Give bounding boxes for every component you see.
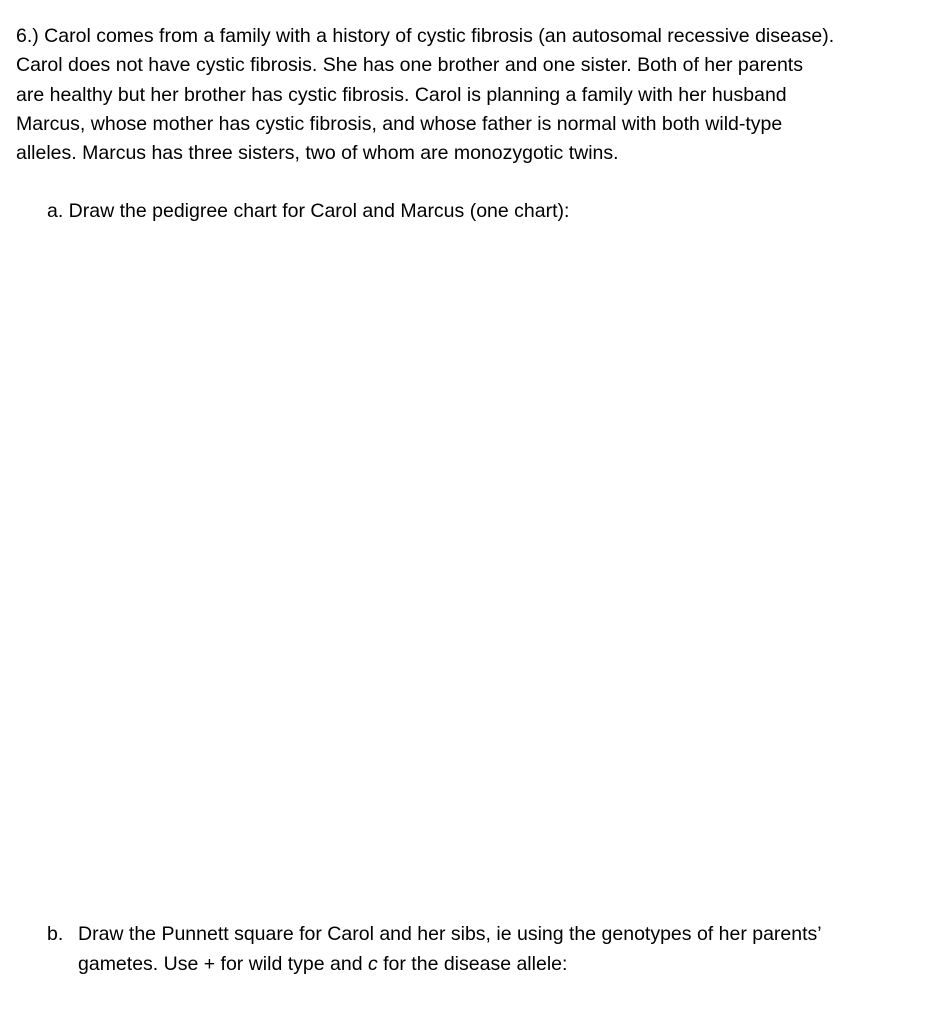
part-b-line-2-post: for the disease allele: bbox=[377, 953, 568, 975]
part-b-prompt bbox=[47, 919, 927, 979]
pedigree-drawing-area bbox=[16, 240, 926, 900]
problem-statement bbox=[16, 22, 936, 168]
part-b-label: b. bbox=[47, 923, 64, 945]
disease-allele-symbol: c bbox=[367, 953, 378, 975]
part-b-line-1: Draw the Punnett square for Carol and her sibs, ie using the genotypes of her parents’ bbox=[78, 923, 822, 945]
problem-line: 6.) Carol comes from a family with a history of cystic fibrosis (an autosomal recessive disease). bbox=[16, 25, 835, 47]
problem-line: Marcus, whose mother has cystic fibrosis, and whose father is normal with both wild-type bbox=[16, 112, 783, 135]
part-b-line-2-mid: for wild type and bbox=[215, 953, 368, 975]
part-b-line-2-pre: gametes. Use bbox=[78, 953, 204, 975]
problem-line: Carol does not have cystic fibrosis. She has one brother and one sister. Both of her parents bbox=[16, 54, 803, 77]
problem-line: are healthy but her brother has cystic fibrosis. Carol is planning a family with her husband bbox=[16, 83, 787, 106]
part-b-first-line bbox=[47, 919, 927, 949]
problem-line: alleles. Marcus has three sisters, two of whom are monozygotic twins. bbox=[16, 142, 619, 165]
part-b-second-line bbox=[47, 949, 927, 979]
wild-type-symbol: + bbox=[203, 953, 216, 975]
part-a-prompt: a. Draw the pedigree chart for Carol and Marcus (one chart): bbox=[47, 200, 570, 222]
